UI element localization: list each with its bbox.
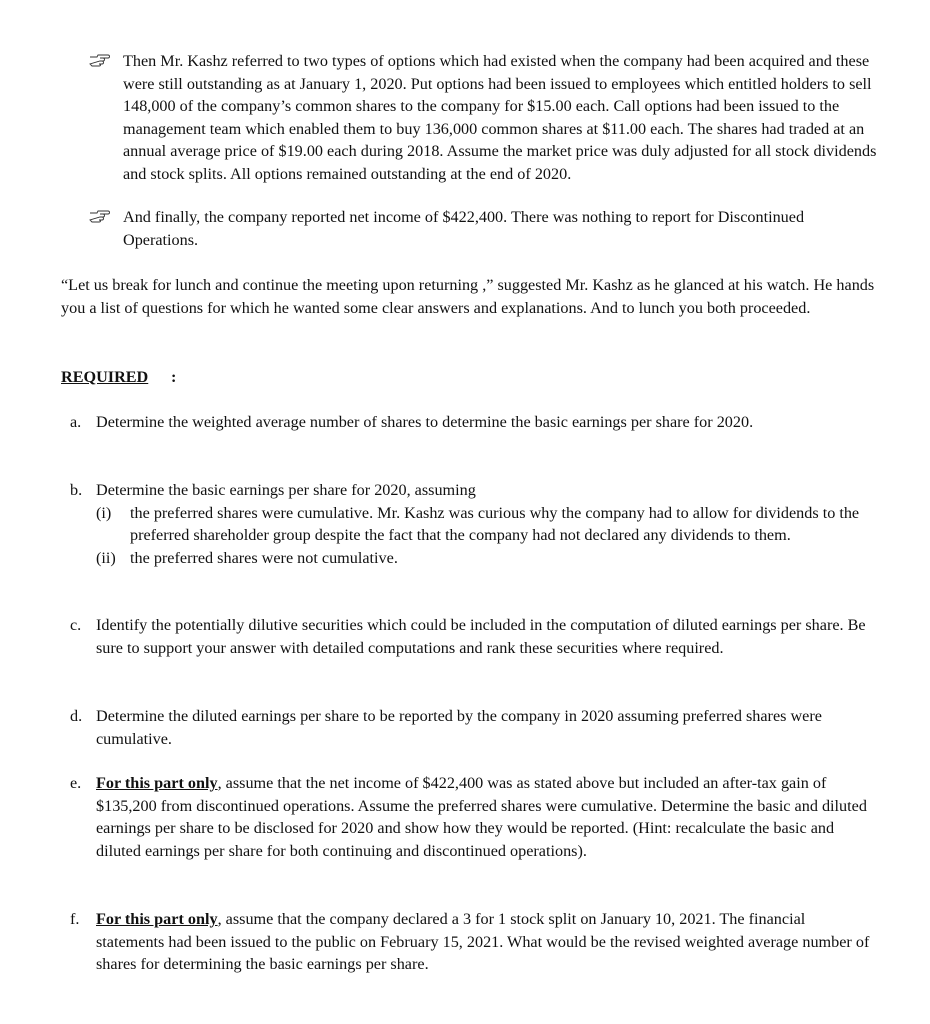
sub-question-i xyxy=(96,502,870,547)
sub-question-text: the preferred shares were not cumulative. xyxy=(130,548,398,567)
question-text: Determine the basic earnings per share for 2020, assuming xyxy=(96,481,476,499)
question-c xyxy=(70,614,870,659)
bullet-text: And finally, the company reported net income of $422,400. There was nothing to report for Discontinued Operations. xyxy=(123,208,805,249)
question-body: , assume that the net income of $422,400 was as stated above but included an after-tax gain of $135,200 from discontinued operations. Assume the preferred shares were cumulative. Determine the basic and diluted earnings per share to be disclosed for 2020 and show how they would be reported. (Hint: recalculate the basic and diluted earnings per share for both continuing and discontinued operations). xyxy=(96,774,867,860)
lunch-paragraph: “Let us break for lunch and continue the meeting upon returning ,” suggested Mr. Kashz as he glanced at his watch. He hands you a list of questions for which he wanted some clear answers and explanations. And to lunch you both proceeded. xyxy=(61,276,875,317)
question-marker: b. xyxy=(70,481,83,499)
question-text: Identify the potentially dilutive securities which could be included in the computation of diluted earnings per share. Be sure to support your answer with detailed computations and rank these securities where required. xyxy=(96,616,866,657)
sub-question-marker: (i) xyxy=(96,503,112,522)
bullet-net-income xyxy=(88,206,878,251)
question-a xyxy=(70,411,870,434)
bullet-text: Then Mr. Kashz referred to two types of options which had existed when the company had been acquired and these were still outstanding as at January 1, 2020. Put options had been issued to employees which entitled holders to sell 148,000 of the company’s common shares to the company for $15.00 each. Call options had been issued to the management team which enabled them to buy 136,000 common shares at $11.00 each. The shares had traded at an annual average price of $19.00 each during 2018. Assume the market price was duly adjusted for all stock dividends and stock splits. All options remained outstanding at the end of 2020. xyxy=(123,52,877,183)
pointing-hand-icon xyxy=(88,53,110,67)
required-colon: : xyxy=(171,368,177,386)
question-marker: d. xyxy=(70,707,83,725)
question-marker: c. xyxy=(70,616,82,634)
question-d xyxy=(70,705,870,750)
question-marker: f. xyxy=(70,910,80,928)
question-text: Determine the weighted average number of shares to determine the basic earnings per share for 2020. xyxy=(96,413,754,431)
sub-question-ii xyxy=(96,547,870,570)
question-text: Determine the diluted earnings per share to be reported by the company in 2020 assuming preferred shares were cumulative. xyxy=(96,707,822,748)
emphasis-for-this-part-only: For this part only xyxy=(96,910,218,928)
bullet-put-call-options xyxy=(88,50,878,186)
question-f xyxy=(70,908,870,976)
question-marker: e. xyxy=(70,774,82,792)
required-heading xyxy=(61,366,148,389)
emphasis-for-this-part-only: For this part only xyxy=(96,774,218,792)
sub-question-text: the preferred shares were cumulative. Mr. Kashz was curious why the company had to allow for dividends to the preferred shareholder group despite the fact that the company had not declared any dividends to them. xyxy=(130,503,860,545)
question-body: , assume that the company declared a 3 for 1 stock split on January 10, 2021. The financial statements had been issued to the public on February 15, 2021. What would be the revised weighted average number of shares for determining the basic earnings per share. xyxy=(96,910,870,974)
question-e xyxy=(70,772,870,862)
required-heading-text: REQUIRED xyxy=(61,368,149,386)
question-text xyxy=(96,908,870,976)
pointing-hand-icon xyxy=(88,209,110,223)
question-text xyxy=(96,772,870,862)
question-b xyxy=(70,479,870,569)
sub-question-marker: (ii) xyxy=(96,548,116,567)
question-marker: a. xyxy=(70,413,82,431)
